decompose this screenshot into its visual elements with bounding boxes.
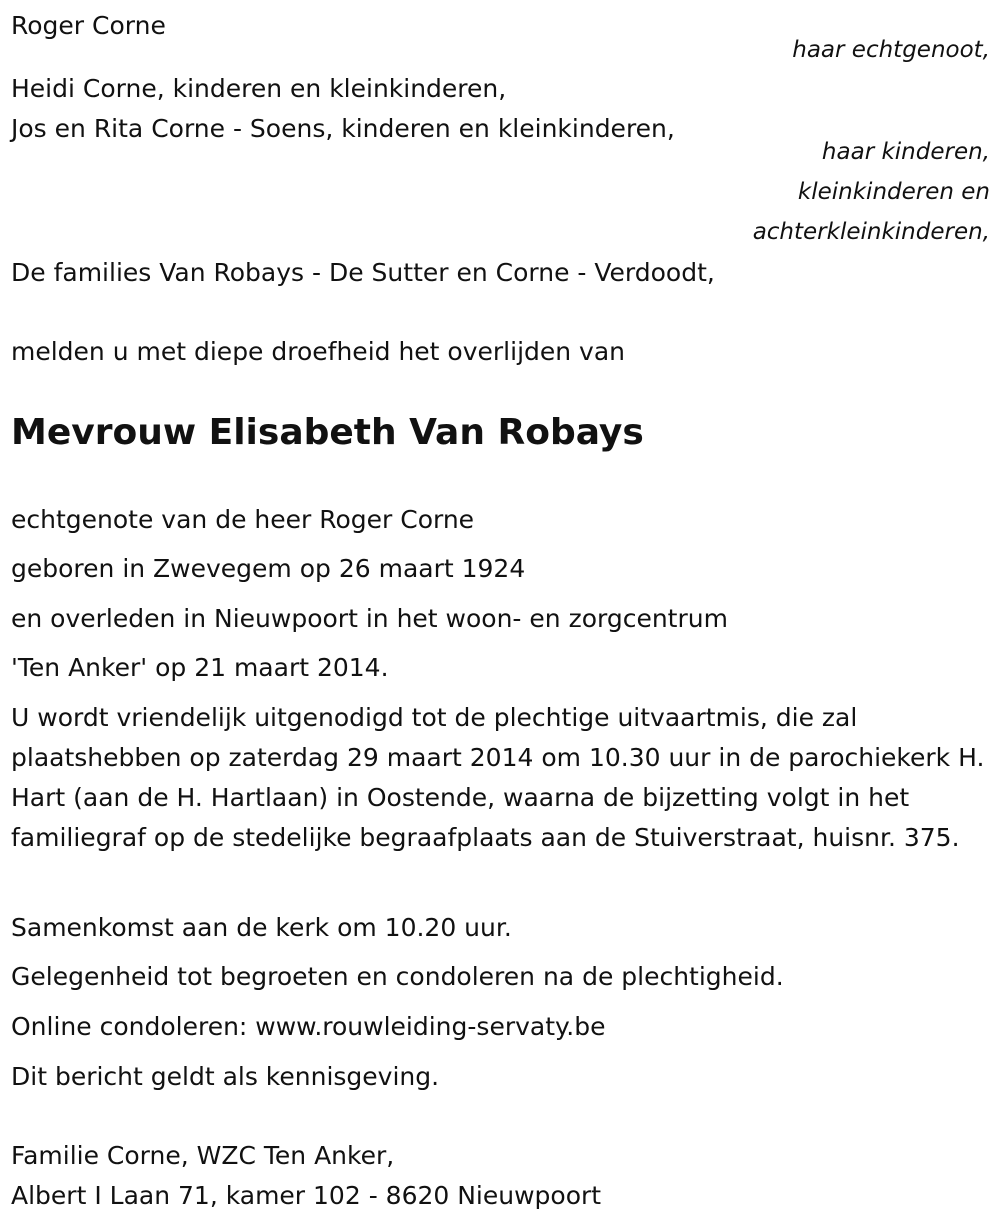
deceased-name: Mevrouw Elisabeth Van Robays	[11, 412, 644, 453]
funeral-paragraph: U wordt vriendelijk uitgenodigd tot de plechtige uitvaartmis, die zal plaatshebben op zaterdag 29 maart 2014 om 10.30 uur in de parochiekerk H. Hart (aan de H. Hartlaan) in Oostende, waarna de bijzetting volgt in het familiegraf op de stedelijke begraafplaats aan de Stuiverstraat, huisnr. 375.	[11, 703, 985, 852]
gathering-line: Samenkomst aan de kerk om 10.20 uur.	[11, 913, 512, 942]
husband-name: Roger Corne	[11, 11, 166, 40]
death-line-2: 'Ten Anker' op 21 maart 2014.	[11, 653, 389, 682]
address-line-1: Familie Corne, WZC Ten Anker,	[11, 1141, 395, 1170]
online-condolence-line: Online condoleren: www.rouwleiding-servaty.be	[11, 1012, 606, 1041]
child-family-2: Jos en Rita Corne - Soens, kinderen en kleinkinderen,	[11, 114, 675, 143]
address-line-2: Albert I Laan 71, kamer 102 - 8620 Nieuwpoort	[11, 1181, 602, 1210]
husband-role: haar echtgenoot,	[792, 37, 990, 63]
child-family-1: Heidi Corne, kinderen en kleinkinderen,	[11, 74, 507, 103]
notice-line: Dit bericht geldt als kennisgeving.	[11, 1062, 440, 1091]
children-role-line-1: haar kinderen,	[821, 139, 990, 165]
extended-families: De families Van Robays - De Sutter en Corne - Verdoodt,	[11, 258, 715, 287]
spouse-line: echtgenote van de heer Roger Corne	[11, 505, 475, 534]
children-role-line-3: achterkleinkinderen,	[752, 219, 990, 245]
birth-line: geboren in Zwevegem op 26 maart 1924	[11, 554, 526, 583]
announcement-text: melden u met diepe droefheid het overlijden van	[11, 337, 626, 366]
death-line-1: en overleden in Nieuwpoort in het woon- en zorgcentrum	[11, 604, 728, 633]
condolence-line: Gelegenheid tot begroeten en condoleren na de plechtigheid.	[11, 962, 784, 991]
children-role-line-2: kleinkinderen en	[797, 179, 990, 205]
